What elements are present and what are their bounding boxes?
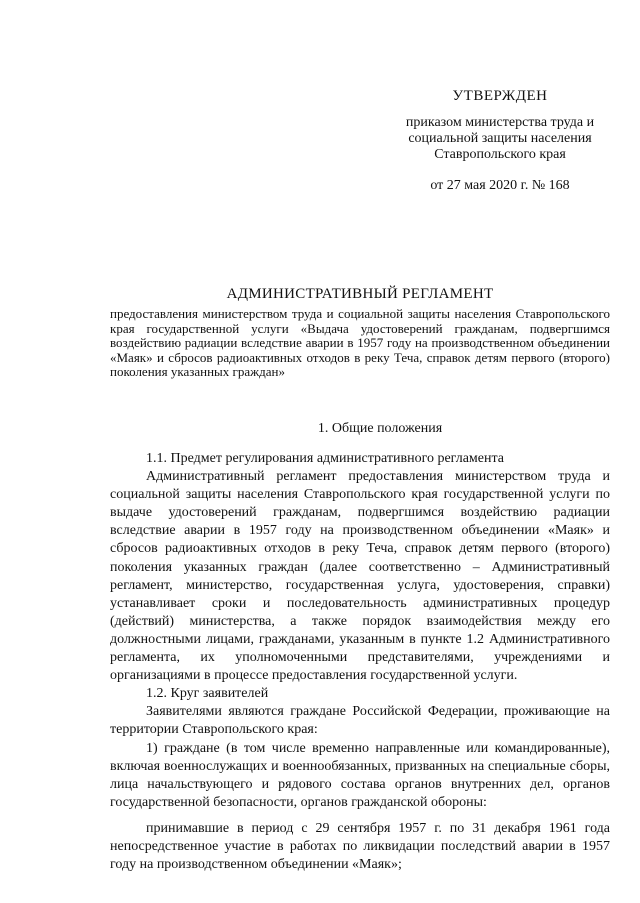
approval-order-line: приказом министерства труда и xyxy=(405,115,595,130)
document-body xyxy=(110,450,610,874)
approval-order-line: Ставропольского края xyxy=(434,147,566,162)
approval-order xyxy=(380,115,620,163)
document-title: АДМИНИСТРАТИВНЫЙ РЕГЛАМЕНТ xyxy=(226,286,494,302)
approval-heading: УТВЕРЖДЕН xyxy=(452,88,548,104)
document-subtitle: предоставления министерством труда и социальной защиты населения Ставропольского края государственной услуги «Выдача удостоверений гражданам, подвергшимся воздействию радиации вследствие аварии в 1957 году на производственном объединении «Маяк» и сбросов радиоактивных отходов в реку Теча, справок детям первого (второго) поколения указанных граждан» xyxy=(110,306,610,379)
section-heading: 1. Общие положения xyxy=(317,421,443,436)
approval-order-line: социальной защиты населения xyxy=(408,131,592,146)
paragraph-heading: 1.2. Круг заявителей xyxy=(146,686,269,702)
approval-stamp xyxy=(380,88,620,194)
list-item: принимавшие в период с 29 сентября 1957 г. по 31 декабря 1961 года непосредственное участие в работах по ликвидации последствий аварии в 1957 году на производственном объединении «Маяк»; xyxy=(110,820,610,873)
paragraph: Административный регламент предоставления министерством труда и социальной защиты населения Ставропольского края государственной услуги по выдаче удостоверений гражданам, подвергшимся воздействию радиации вследствие аварии в 1957 году на производственном объединении «Маяк» и сбросов радиоактивных отходов в реку Теча, справок детям первого (второго) поколения указанных граждан (далее соответственно – Административный регламент, министерство, государственная услуга, удостоверения, справки) устанавливает сроки и последовательность административных процедур (действий) министерства, а также порядок взаимодействия между его должностными лицами, гражданами, указанным в пункте 1.2 Административного регламента, их уполномоченными представителями, учреждениями и организациями в процессе предоставления государственной услуги. xyxy=(110,469,610,684)
paragraph-heading: 1.1. Предмет регулирования административного регламента xyxy=(146,451,504,466)
list-item: 1) граждане (в том числе временно направленные или командированные), включая военнослужащих и военнообязанных, призванных на специальные сборы, лица начальствующего и рядового состава органов внутренних дел, органов государственной безопасности, органов гражданской обороны: xyxy=(110,740,610,810)
paragraph: Заявителями являются граждане Российской Федерации, проживающие на территории Ставропольского края: xyxy=(110,704,610,738)
approval-date: от 27 мая 2020 г. № 168 xyxy=(430,178,570,193)
